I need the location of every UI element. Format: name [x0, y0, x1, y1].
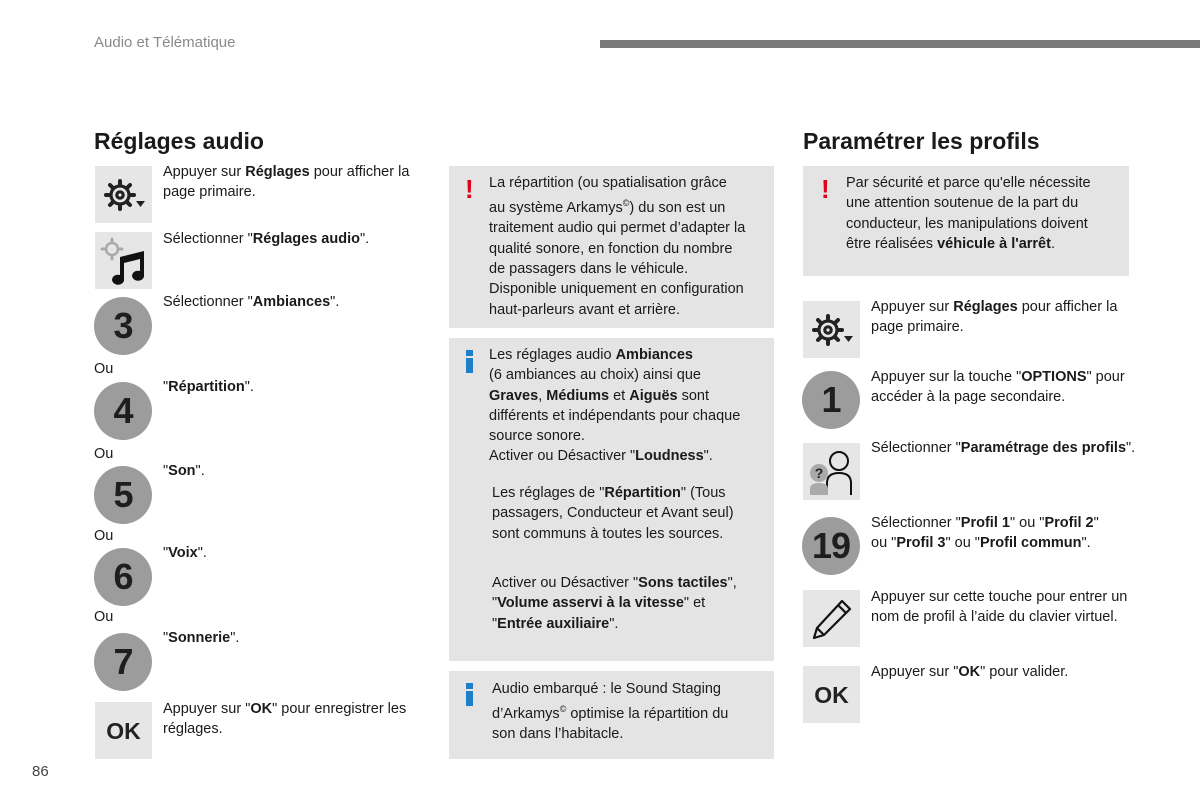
step-badge-6: 6 [94, 548, 152, 606]
page-number: 86 [32, 763, 49, 780]
step-text: Appuyer sur "OK" pour valider. [871, 664, 1069, 680]
edit-tile [803, 590, 860, 647]
step-badge-5: 5 [94, 466, 152, 524]
step-text: Appuyer sur Réglages pour afficher la page primaire. [871, 299, 1118, 335]
audio-settings-tile [95, 232, 152, 289]
step-text: "Son". [163, 463, 205, 479]
gear-icon [808, 306, 856, 354]
step-text: Sélectionner "Profil 1" ou "Profil 2" ou "Profil 3" ou "Profil commun". [871, 515, 1099, 551]
music-note-icon [98, 235, 150, 287]
warning-text: La répartition (ou spatialisation grâce au système Arkamys©) du son est un traitement audio qui permet d’adapter la qualité sonore, en fonction du nombre de passagers dans le véhicule. Disponible uniquement en configuration haut-parleurs avant et arrière. [489, 175, 746, 318]
settings-tile [95, 166, 152, 223]
ou-label: Ou [94, 361, 114, 377]
warning-icon: ! [821, 174, 830, 204]
gear-icon [100, 171, 148, 219]
info-text: Audio embarqué : le Sound Staging d’Arkamys© optimise la répartition du son dans l’habitacle. [492, 681, 729, 743]
pencil-icon [808, 595, 856, 643]
warning-text: Par sécurité et parce qu'elle nécessite une attention soutenue de la part du conducteur, les manipulations doivent être réalisées véhicule à l'arrêt. [846, 175, 1091, 252]
section-title-parametrer-profils: Paramétrer les profils [803, 128, 1040, 154]
step-badge-4: 4 [94, 382, 152, 440]
profile-settings-tile [803, 443, 860, 500]
step-text: Appuyer sur cette touche pour entrer un nom de profil à l’aide du clavier virtuel. [871, 589, 1128, 625]
ou-label: Ou [94, 528, 114, 544]
step-text: "Répartition". [163, 379, 254, 395]
step-text: Appuyer sur la touche "OPTIONS" pour accéder à la page secondaire. [871, 369, 1125, 405]
ou-label: Ou [94, 609, 114, 625]
ok-tile: OK [95, 702, 152, 759]
section-title-reglages-audio: Réglages audio [94, 128, 264, 154]
header-rule [600, 40, 1200, 48]
info-text: Les réglages de "Répartition" (Tous passagers, Conducteur et Avant seul) sont communs à toutes les sources. [492, 485, 734, 542]
info-icon [466, 350, 473, 373]
svg-text:?: ? [814, 464, 823, 481]
info-text: Les réglages audio Ambiances (6 ambiances au choix) ainsi que Graves, Médiums et Aiguës sont différents et indépendants pour chaque source sonore. Activer ou Désactiver "Loudness". [489, 347, 741, 465]
step-text: Sélectionner "Ambiances". [163, 294, 340, 310]
step-text: "Voix". [163, 545, 207, 561]
step-text: Appuyer sur Réglages pour afficher la page primaire. [163, 164, 410, 200]
step-badge-3: 3 [94, 297, 152, 355]
user-profile-icon [805, 445, 859, 499]
step-badge-19: 19 [802, 517, 860, 575]
step-text: Appuyer sur "OK" pour enregistrer les réglages. [163, 701, 407, 737]
info-text: Activer ou Désactiver "Sons tactiles", "Volume asservi à la vitesse" et "Entrée auxiliaire". [492, 575, 737, 632]
step-text: Sélectionner "Paramétrage des profils". [871, 440, 1136, 456]
ou-label: Ou [94, 446, 114, 462]
step-badge-7: 7 [94, 633, 152, 691]
settings-tile [803, 301, 860, 358]
info-icon [466, 683, 473, 706]
step-badge-1: 1 [802, 371, 860, 429]
warning-icon: ! [465, 174, 474, 204]
ok-tile: OK [803, 666, 860, 723]
step-text: "Sonnerie". [163, 630, 240, 646]
running-header: Audio et Télématique [94, 34, 236, 51]
step-text: Sélectionner "Réglages audio". [163, 231, 370, 247]
